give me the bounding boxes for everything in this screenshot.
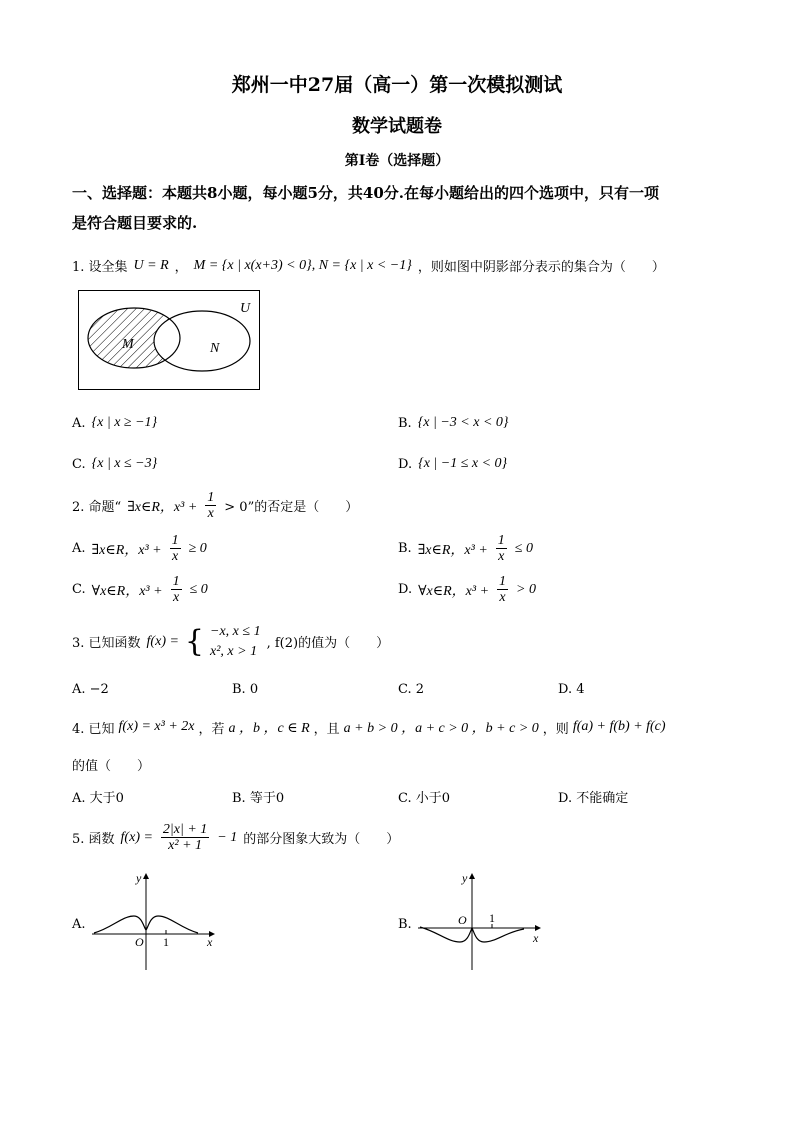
option-text: ∃x∈R，x³ +	[91, 542, 162, 558]
q4-option-a[interactable]: A. 大于0	[72, 791, 124, 806]
q1-set-definitions: M = {x | x(x+3) < 0}, N = {x | x < −1}	[193, 257, 412, 273]
option-letter: C.	[72, 456, 86, 472]
q5-suffix: 的部分图象大致为（ ）	[243, 832, 400, 848]
part-heading: 第I卷（选择题）	[344, 153, 450, 169]
graph-origin-label: O	[458, 913, 467, 927]
q5-function-name: f(x) =	[120, 829, 153, 845]
q3-option-b[interactable]: B. 0	[232, 682, 259, 697]
piecewise-case-1: −x, x ≤ 1	[210, 624, 261, 639]
fraction-numerator: 1	[172, 574, 180, 589]
q2-option-c[interactable]	[72, 574, 208, 606]
q2-option-b[interactable]	[398, 533, 533, 565]
option-text: ∀x∈R，x³ +	[91, 583, 163, 599]
piecewise-case-2: x², x > 1	[210, 643, 258, 659]
fraction-numerator: 1	[499, 574, 507, 589]
q5-fraction	[161, 822, 209, 854]
option-letter: B.	[398, 541, 412, 557]
q4-prefix: 4. 已知	[72, 721, 115, 737]
piecewise-cases	[210, 622, 261, 661]
q1-universal-set: U = R	[133, 257, 169, 273]
graph-y-label: y	[136, 871, 142, 885]
q4-conditions: a + b > 0 ，a + c > 0 ，b + c > 0	[343, 721, 539, 736]
q4-text-b: ，若	[198, 721, 225, 737]
graph-one-label: 1	[163, 935, 169, 949]
section-instruction-line1: 一、选择题：本题共8小题，每小题5分，共40分.在每小题给出的四个选项中，只有一项	[72, 184, 659, 202]
question-3-stem	[72, 622, 389, 661]
fraction-numerator: 2|x| + 1	[162, 822, 208, 837]
q5-option-a[interactable]: A.	[72, 917, 86, 932]
y-arrow-icon	[143, 873, 149, 879]
q4-function: f(x) = x³ + 2x	[118, 719, 195, 734]
option-letter: D.	[398, 456, 413, 472]
fraction-denominator: x	[498, 549, 505, 565]
section-instruction-line2: 是符合题目要求的.	[72, 214, 198, 232]
q2-option-a[interactable]	[72, 533, 207, 565]
q1-option-c[interactable]	[72, 456, 157, 472]
q4-option-d[interactable]: D. 不能确定	[558, 791, 629, 806]
piecewise-brace: {	[184, 623, 205, 659]
fraction-numerator: 1	[171, 533, 179, 548]
exam-title: 郑州一中27届（高一）第一次模拟测试	[231, 74, 563, 96]
q4-option-c[interactable]: C. 小于0	[398, 791, 451, 806]
option-letter: D.	[398, 582, 413, 598]
question-4-stem	[72, 717, 666, 737]
option-text: {x | −1 ≤ x < 0}	[418, 456, 508, 471]
option-text: {x | −3 < x < 0}	[417, 415, 509, 430]
option-fraction	[170, 533, 181, 565]
graph-one-label: 1	[489, 911, 495, 925]
venn-label-m: M	[122, 337, 134, 352]
graph-x-label: x	[207, 935, 213, 949]
q4-variables: a ，b ，c ∈ R	[228, 721, 310, 736]
fraction-denominator: x	[499, 590, 506, 606]
question-2-stem	[72, 490, 358, 522]
q1-suffix: ，则如图中阴影部分表示的集合为（ ）	[417, 260, 665, 275]
option-relation: ≤ 0	[514, 540, 533, 556]
q2-option-d[interactable]	[398, 574, 536, 606]
venn-label-n: N	[210, 341, 220, 356]
q4-option-b[interactable]: B. 等于0	[232, 791, 285, 806]
q3-function-name: f(x) =	[146, 633, 179, 649]
option-relation: ≥ 0	[188, 540, 207, 556]
q1-option-a[interactable]	[72, 415, 157, 431]
option-letter: C.	[72, 582, 86, 598]
question-5-stem	[72, 822, 399, 854]
question-4-stem-line2: 的值（ ）	[72, 759, 151, 774]
q5-option-b[interactable]: B.	[398, 917, 412, 932]
option-letter: A.	[72, 541, 86, 557]
option-fraction	[171, 574, 182, 606]
fraction-denominator: x	[172, 549, 179, 565]
q1-separator: ，	[174, 260, 188, 275]
graph-y-label: y	[462, 871, 468, 885]
q2-fraction	[205, 490, 216, 522]
option-text: {x | x ≤ −3}	[91, 456, 158, 471]
q5-prefix: 5. 函数	[72, 832, 115, 848]
option-fraction	[497, 574, 508, 606]
fraction-denominator: x² + 1	[168, 838, 203, 854]
q4-text-d: ，且	[313, 721, 340, 737]
q1-option-b[interactable]	[398, 415, 509, 431]
q1-prefix: 1. 设全集	[72, 260, 128, 275]
fraction-denominator: x	[172, 590, 180, 606]
venn-diagram	[78, 290, 260, 390]
question-1-stem	[72, 256, 665, 275]
fraction-numerator: 1	[207, 490, 215, 505]
venn-label-u: U	[240, 301, 251, 316]
q2-suffix: > 0”的否定是（ ）	[224, 500, 359, 516]
q3-option-c[interactable]: C. 2	[398, 682, 425, 697]
fraction-numerator: 1	[497, 533, 505, 548]
q5-tail: − 1	[217, 829, 238, 845]
q3-option-d[interactable]: D. 4	[558, 682, 585, 697]
exam-subtitle: 数学试题卷	[352, 116, 442, 137]
option-text: ∃x∈R，x³ +	[417, 542, 488, 558]
q3-option-a[interactable]: A. −2	[72, 682, 109, 697]
option-relation: > 0	[516, 581, 536, 597]
option-text: ∀x∈R，x³ +	[418, 583, 490, 599]
q4-expression: f(a) + f(b) + f(c)	[572, 719, 666, 734]
graph-origin-label: O	[135, 935, 144, 949]
q3-suffix: , f(2)的值为（ ）	[266, 636, 390, 652]
q5-graph-b[interactable]	[416, 870, 546, 972]
option-relation: ≤ 0	[189, 581, 208, 597]
q2-stem-math: ∃x∈R，x³ +	[127, 499, 198, 515]
q1-option-d[interactable]	[398, 456, 507, 472]
q4-text-f: ，则	[542, 721, 569, 737]
option-fraction	[496, 533, 507, 565]
fraction-denominator: x	[207, 506, 214, 522]
option-letter: A.	[72, 415, 86, 431]
y-arrow-icon	[469, 873, 475, 879]
graph-x-label: x	[533, 931, 539, 945]
option-letter: B.	[398, 415, 412, 431]
q5-graph-a[interactable]	[90, 870, 220, 972]
option-text: {x | x ≥ −1}	[91, 415, 158, 430]
q2-prefix: 2. 命题“	[72, 500, 122, 516]
q3-prefix: 3. 已知函数	[72, 636, 141, 652]
